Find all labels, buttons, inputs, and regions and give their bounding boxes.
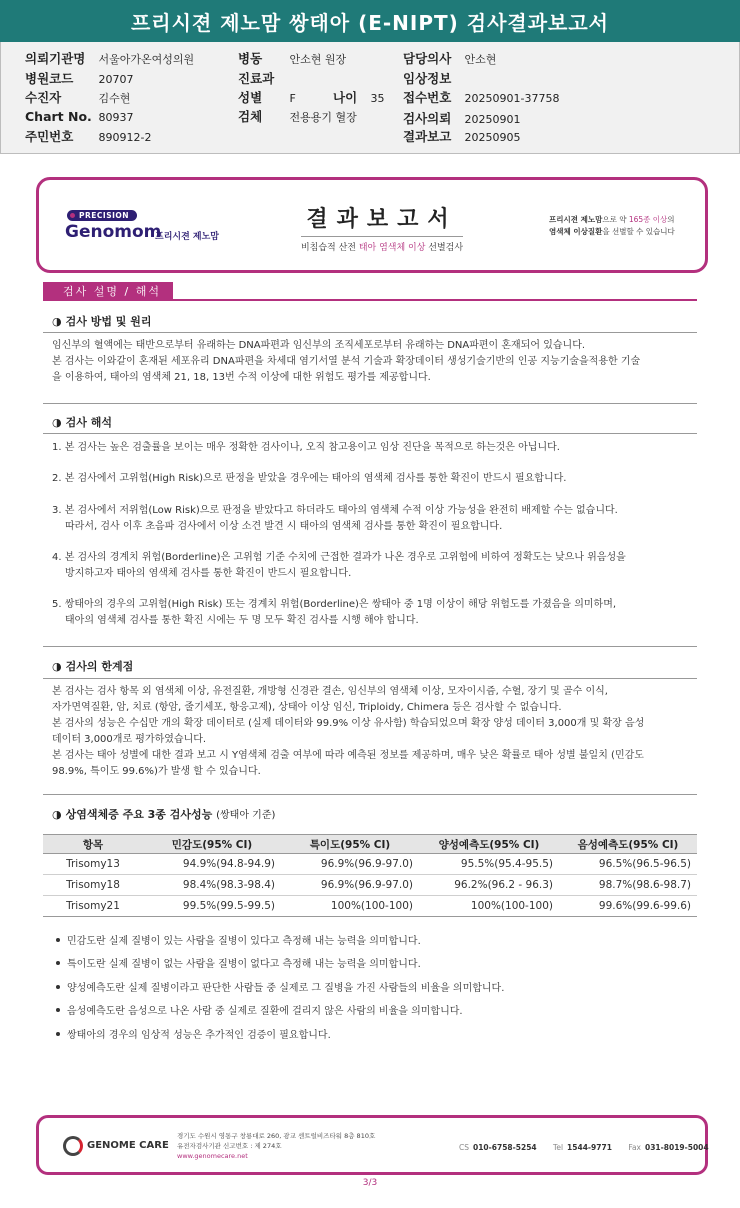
table-cell: Trisomy21 [43, 896, 143, 917]
request-value: 20250901 [464, 113, 521, 126]
limits-line: 본 검사의 성능은 수십만 개의 확장 데이터로 (실제 데이터와 99.9% 이상 유사함) 학습되었으며 확장 양성 데이터 3,000개 및 확장 음성 [52, 718, 645, 729]
subtitle-pre: 비침습적 산전 [300, 243, 359, 253]
method-line: 본 검사는 이와같이 혼재된 세포유리 DNA파편을 차세대 염기서열 분석 기술과 확장데이터 생성기술기반의 인공 지능기술을적용한 기술 [52, 356, 641, 367]
precision-badge: PRECISION [67, 210, 137, 221]
brand-subtitle: 프리시젼 제노맘 [155, 232, 219, 242]
table-cell: 100%(100-100) [419, 896, 559, 917]
half-circle-icon: ◑ [52, 808, 62, 821]
column-header: 항목 [43, 835, 143, 854]
chart-value: 80937 [98, 111, 134, 124]
doctor-value: 안소현 [464, 53, 497, 66]
performance-heading [52, 806, 275, 822]
receipt-row [403, 88, 559, 106]
item-line: 5. 쌍태아의 경우의 고위험(High Risk) 또는 경계치 위험(Borderline)은 쌍태아 중 1명 이상이 해당 위험도를 가졌음을 의미하며, [52, 599, 617, 610]
table-cell: 99.6%(99.6-99.6) [559, 896, 697, 917]
institution-row [25, 49, 194, 67]
table-cell: 99.5%(99.5-99.5) [143, 896, 281, 917]
section-divider [43, 794, 697, 795]
promo-brand: 프리시젼 제노맘 [549, 215, 603, 224]
page-number: 3/3 [362, 1178, 378, 1188]
report-date-value: 20250905 [464, 131, 521, 144]
cs-number: 010-6758-5254 [473, 1143, 537, 1152]
promo-line-2 [549, 226, 675, 238]
report-date-row [403, 127, 521, 145]
bullet-icon [56, 985, 60, 989]
table-cell: 98.7%(98.6-98.7) [559, 875, 697, 896]
interpretation-heading-text: 검사 해석 [65, 416, 112, 429]
doctor-label: 담당의사 [403, 51, 452, 66]
report-subtitle [287, 240, 477, 253]
rrn-value: 890912-2 [98, 131, 152, 144]
bullet-icon [56, 1008, 60, 1012]
tel-number: 1544-9771 [567, 1143, 612, 1152]
section-divider [43, 403, 697, 404]
footer-box [36, 1115, 708, 1175]
section-divider [43, 646, 697, 647]
bullet-icon [56, 938, 60, 942]
limits-line: 본 검사는 태아 성별에 대한 결과 보고 시 Y염색체 검출 여부에 따라 예측된 정보를 제공하며, 매우 낮은 확률로 태아 성별 불일치 (민감도 [52, 750, 644, 761]
limits-line: 본 검사는 검사 항목 외 염색체 이상, 유전질환, 개방형 신경관 결손, 임신부의 염색체 이상, 모자이시즘, 수혈, 장기 및 골수 이식, [52, 686, 608, 697]
section-tag-underline [43, 299, 697, 301]
method-paragraph [52, 338, 692, 386]
item-line: 방지하고자 태아의 염색체 검사를 통한 확진이 반드시 필요합니다. [65, 568, 352, 579]
rrn-row [25, 127, 151, 145]
promo-end-1: 의 [667, 215, 675, 224]
note-text: 쌍태아의 경우의 임상적 성능은 추가적인 검증이 필요합니다. [67, 1030, 331, 1041]
promo-line-1 [549, 214, 675, 226]
hospital-code-label: 병원코드 [25, 71, 74, 86]
chart-label: Chart No. [25, 109, 92, 124]
patient-value: 김수현 [98, 92, 131, 105]
clinical-row [403, 69, 465, 87]
limits-line: 자가면역질환, 암, 치료 (항암, 줄기세포, 항응고제), 상태아 이상 임신, Triploidy, Chimera 등은 검사할 수 없습니다. [52, 702, 562, 713]
note-text: 특이도란 실제 질병이 없는 사람을 질병이 없다고 측정해 내는 능력을 의미합니다. [67, 959, 421, 970]
table-cell: 96.5%(96.5-96.5) [559, 854, 697, 875]
subtitle-highlight: 태아 염색체 이상 [358, 243, 426, 253]
specimen-value: 전용용기 혈장 [289, 111, 357, 124]
column-header: 특이도(95% CI) [281, 835, 419, 854]
table-cell: 96.9%(96.9-97.0) [281, 875, 419, 896]
fax-number: 031-8019-5004 [644, 1143, 709, 1152]
column-header: 양성예측도(95% CI) [419, 835, 559, 854]
header-promo-text [549, 214, 675, 238]
dept-row [238, 69, 290, 87]
column-header: 민감도(95% CI) [143, 835, 281, 854]
fax-label: Fax [628, 1143, 641, 1152]
method-heading [52, 313, 151, 329]
bullet-icon [56, 1032, 60, 1036]
table-cell: 96.2%(96.2 - 96.3) [419, 875, 559, 896]
limits-heading [52, 658, 133, 674]
interpretation-item [52, 550, 692, 582]
table-header-row [43, 835, 697, 854]
promo-rest-2: 을 선별할 수 있습니다 [602, 227, 675, 236]
hospital-code-value: 20707 [98, 73, 134, 86]
receipt-value: 20250901-37758 [464, 92, 560, 105]
method-line: 을 이용하여, 태아의 염색체 21, 18, 13번 수적 이상에 대한 위험도 평가를 제공합니다. [52, 372, 431, 383]
promo-highlight: 165종 이상 [628, 215, 668, 224]
patient-label: 수진자 [25, 90, 62, 105]
promo-rest-1: 으로 약 [602, 215, 629, 224]
performance-heading-note: (쌍태아 기준) [216, 810, 276, 821]
method-heading-text: 검사 방법 및 원리 [65, 315, 152, 328]
item-line: 3. 본 검사에서 저위험(Low Risk)으로 판정을 받았다고 하더라도 태아의 염색체 수적 이상 가능성을 완전히 배제할 수는 없습니다. [52, 505, 618, 516]
interpretation-divider [43, 433, 697, 434]
table-row [43, 875, 697, 896]
note-text: 민감도란 실제 질병이 있는 사람을 질병이 있다고 측정해 내는 능력을 의미합니다. [67, 936, 421, 947]
limits-divider [43, 678, 697, 679]
website-link[interactable]: www.genomecare.net [177, 1152, 248, 1160]
chart-row [25, 109, 134, 124]
address-line: 경기도 수원시 영통구 창룡대로 260, 광교 센트럴비즈타워 8층 810호 [177, 1132, 376, 1140]
clinical-label: 임상정보 [403, 71, 452, 86]
report-title: 프리시젼 제노맘 쌍태아 (E-NIPT) 검사결과보고서 [0, 0, 740, 42]
note-item [56, 932, 421, 947]
half-circle-icon: ◑ [52, 660, 62, 673]
company-address [177, 1131, 375, 1161]
hospital-code-row [25, 69, 134, 87]
interpretation-item [52, 597, 692, 629]
report-date-label: 결과보고 [403, 129, 452, 144]
table-cell: 95.5%(95.4-95.5) [419, 854, 559, 875]
subtitle-post: 선별검사 [425, 243, 464, 253]
performance-heading-text: 상염색체증 주요 3종 검사성능 [65, 808, 213, 821]
request-label: 검사의뢰 [403, 111, 452, 126]
limits-paragraph [52, 684, 692, 780]
limits-heading-text: 검사의 한계점 [65, 660, 134, 673]
interpretation-item [52, 471, 692, 487]
limits-line: 98.9%, 특이도 99.6%)가 발생 할 수 있습니다. [52, 766, 261, 777]
item-line: 태아의 염색체 검사를 통한 확진 시에는 두 명 모두 확진 검사를 시행 해야 합니다. [65, 615, 419, 626]
column-header: 음성예측도(95% CI) [559, 835, 697, 854]
institution-label: 의뢰기관명 [25, 51, 86, 66]
table-cell: 94.9%(94.8-94.9) [143, 854, 281, 875]
table-cell: 96.9%(96.9-97.0) [281, 854, 419, 875]
item-line: 따라서, 검사 이후 초음파 검사에서 이상 소견 발견 시 태아의 염색체 검사를 통한 확진이 필요합니다. [65, 521, 503, 532]
promo-disease: 염색체 이상질환 [549, 227, 603, 236]
rrn-label: 주민번호 [25, 129, 74, 144]
result-report-title: 결과보고서 [306, 207, 458, 232]
half-circle-icon: ◑ [52, 315, 62, 328]
title-divider [301, 236, 463, 237]
note-text: 양성예측도란 실제 질병이라고 판단한 사람들 중 실제로 그 질병을 가진 사람들의 비율을 의미합니다. [67, 983, 505, 994]
license-line: 유전자검사기관 신고번호 : 제 274호 [177, 1142, 282, 1150]
ward-label: 병동 [238, 51, 263, 66]
item-line: 2. 본 검사에서 고위험(High Risk)으로 판정을 받았을 경우에는 태아의 염색체 검사를 통한 확진이 반드시 필요합니다. [52, 473, 567, 484]
report-header-box [36, 177, 708, 273]
specimen-label: 검체 [238, 109, 263, 124]
patient-row [25, 88, 130, 106]
institution-value: 서울아가온여성의원 [98, 53, 195, 66]
genomom-logo: Genomom [65, 222, 162, 242]
method-divider [43, 332, 697, 333]
interpretation-item [52, 503, 692, 535]
bullet-icon [56, 961, 60, 965]
age-value: 35 [370, 92, 385, 105]
ward-row [238, 49, 346, 67]
sex-label: 성별 [238, 90, 263, 105]
specimen-row [238, 107, 357, 125]
age-label: 나이 [333, 90, 358, 105]
sex-value: F [289, 92, 296, 105]
note-item [56, 1002, 463, 1017]
dept-label: 진료과 [238, 71, 275, 86]
table-cell: Trisomy13 [43, 854, 143, 875]
ward-value: 안소현 원장 [289, 53, 347, 66]
note-item [56, 955, 421, 970]
table-row [43, 896, 697, 917]
table-row [43, 854, 697, 875]
note-item [56, 979, 504, 994]
doctor-row [403, 49, 496, 67]
item-line: 1. 본 검사는 높은 검출률을 보이는 매우 정확한 검사이나, 오직 참고용이고 임상 진단을 목적으로 하는것은 아닙니다. [52, 442, 560, 453]
genome-care-logo-icon [63, 1136, 83, 1156]
note-item [56, 1026, 331, 1041]
tel-label: Tel [553, 1143, 564, 1152]
cs-label: CS [459, 1143, 469, 1152]
item-line: 4. 본 검사의 경계치 위험(Borderline)은 고위험 기준 수치에 근접한 결과가 나온 경우로 고위험에 비하여 정확도는 낮으나 위음성을 [52, 552, 626, 563]
method-line: 임신부의 혈액에는 태반으로부터 유래하는 DNA파편과 임신부의 조직세포로부터 유래하는 DNA파편이 혼재되어 있습니다. [52, 340, 586, 351]
half-circle-icon: ◑ [52, 416, 62, 429]
contact-info [459, 1143, 723, 1152]
patient-info-panel [0, 42, 740, 154]
request-row [403, 109, 521, 127]
limits-line: 데이터 3,000개로 평가하였습니다. [52, 734, 207, 745]
receipt-label: 접수번호 [403, 90, 452, 105]
note-text: 음성예측도란 음성으로 나온 사람 중 실제로 질환에 걸리지 않은 사람의 비율을 의미합니다. [67, 1006, 463, 1017]
sex-row [238, 88, 385, 106]
interpretation-heading [52, 414, 112, 430]
table-cell: Trisomy18 [43, 875, 143, 896]
section-tag: 검사 설명 / 해석 [43, 282, 173, 300]
performance-table [43, 834, 697, 917]
company-name: GENOME CARE [87, 1140, 169, 1151]
table-cell: 100%(100-100) [281, 896, 419, 917]
interpretation-item [52, 440, 692, 456]
table-cell: 98.4%(98.3-98.4) [143, 875, 281, 896]
